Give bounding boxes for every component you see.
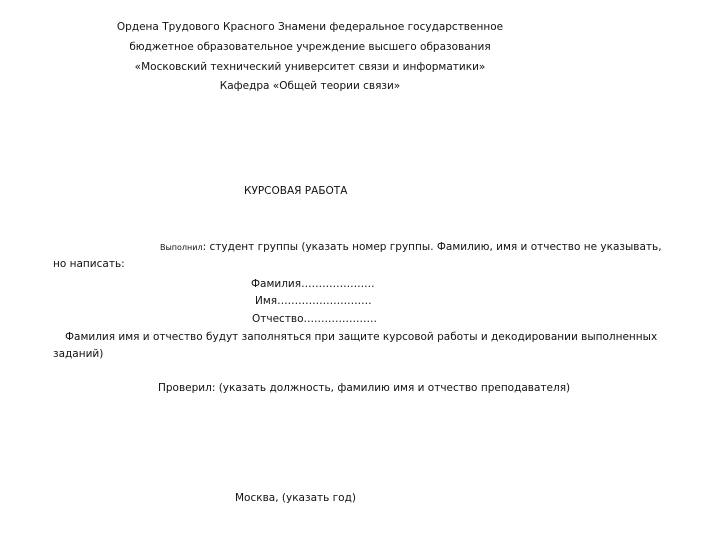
performer-prefix: Выполнил: [160, 243, 203, 252]
surname-field: Фамилия…………………: [251, 278, 375, 290]
performer-continuation: но написать:: [53, 258, 125, 270]
header-line-1: Ордена Трудового Красного Знамени федеральное государственное: [116, 21, 504, 33]
checked-by-line: Проверил: (указать должность, фамилию имя и отчество преподавателя): [158, 382, 571, 394]
note-line-1: Фамилия имя и отчество будут заполняться при защите курсовой работы и декодировании выполненных: [65, 331, 658, 343]
header-line-3: «Московский технический университет связи и информатики»: [134, 61, 486, 73]
document-title: КУРСОВАЯ РАБОТА: [244, 185, 348, 197]
patronymic-field: Отчество…………………: [252, 313, 378, 325]
header-line-2: бюджетное образовательное учреждение высшего образования: [129, 41, 491, 53]
performer-text: : студент группы (указать номер группы. Фамилию, имя и отчество не указывать,: [202, 241, 662, 253]
footer-city-year: Москва, (указать год): [235, 492, 356, 504]
note-line-2: заданий): [53, 348, 104, 360]
department-line: Кафедра «Общей теории связи»: [219, 80, 401, 92]
performer-line: [160, 240, 662, 255]
name-field: Имя………………………: [255, 295, 372, 307]
